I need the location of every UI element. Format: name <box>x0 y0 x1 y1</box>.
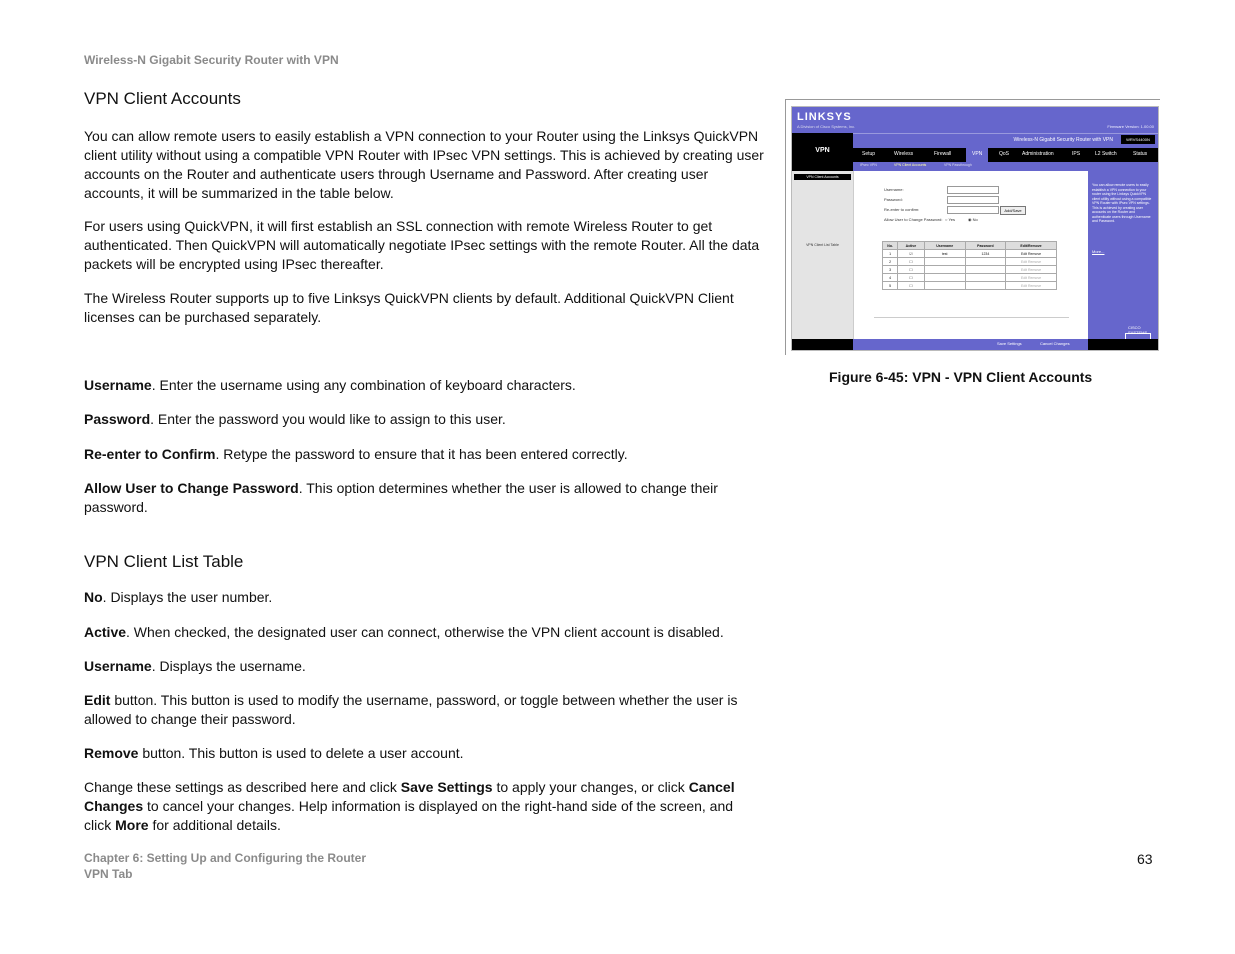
remove-button[interactable]: Remove <box>1028 259 1042 264</box>
row-username <box>924 274 965 282</box>
cisco-wordmark: CISCO SYSTEMS <box>1128 325 1148 335</box>
remove-button[interactable]: Remove <box>1028 251 1042 256</box>
row-username: test <box>924 250 965 258</box>
row-actions <box>1006 250 1057 258</box>
username-label: Username: <box>884 187 904 192</box>
subtab-vpn-client-accounts[interactable]: VPN Client Accounts <box>894 163 927 167</box>
cancel-changes-button[interactable]: Cancel Changes <box>1040 341 1070 346</box>
username-input[interactable] <box>947 186 999 194</box>
col-no: No. <box>883 242 898 250</box>
row-password <box>965 266 1005 274</box>
tab-vpn[interactable]: VPN <box>972 151 983 157</box>
row-no: 5 <box>883 282 898 290</box>
product-name: Wireless-N Gigabit Security Router with VPN <box>1013 137 1113 143</box>
figure-caption: Figure 6-45: VPN - VPN Client Accounts <box>829 369 1093 385</box>
row-password <box>965 274 1005 282</box>
router-screenshot <box>791 106 1159 351</box>
quickvpn-paragraph: For users using QuickVPN, it will first establish an SSL connection with remote Wireless Router to get authenticated. Then QuickVPN will automatically negotiate IPsec settings with the remote Router. All the data packets will be encrypted using IPsec thereafter. <box>84 218 760 272</box>
help-text: You can allow remote users to easily establish a VPN connection to your router using the Linksys QuickVPN client utility without using a compatible VPN Router with IPsec VPN settings. This is achieved by creating user accounts on the Router and authenticate users through Username and Password. <box>1092 183 1152 223</box>
row-password <box>965 282 1005 290</box>
row-no: 3 <box>883 266 898 274</box>
item-active: Active. When checked, the designated user can connect, otherwise the VPN client account is disabled. <box>84 624 724 640</box>
field-allow-change: Allow User to Change Password. This option determines whether the user is allowed to change their password. <box>84 480 718 515</box>
active-checkbox[interactable]: ☐ <box>898 266 924 274</box>
row-no: 2 <box>883 258 898 266</box>
intro-paragraph: You can allow remote users to easily establish a VPN connection to your Router using the Linksys QuickVPN client utility without using a compatible VPN Router with IPsec VPN settings. This is achieved by creating user accounts on the Router and authenticate users through Username and Password. After creating user accounts, it will be summarized in the table below. <box>84 128 764 201</box>
tab-wireless[interactable]: Wireless <box>894 151 914 157</box>
active-checkbox[interactable]: ☐ <box>898 282 924 290</box>
row-no: 4 <box>883 274 898 282</box>
row-password <box>965 258 1005 266</box>
section-heading-client-list: VPN Client List Table <box>84 552 244 571</box>
row-username <box>924 258 965 266</box>
closing-paragraph: Change these settings as described here and click Save Settings to apply your changes, or click Cancel Changes to cancel your changes. Help information is displayed on the right-hand side of the screen, and click More for additional details. <box>84 779 735 833</box>
field-reenter: Re-enter to Confirm. Retype the password to ensure that it has been entered correctly. <box>84 446 628 462</box>
side-label: VPN Client List Table <box>806 243 839 247</box>
row-password: 1234 <box>965 250 1005 258</box>
edit-button[interactable]: Edit <box>1020 283 1028 288</box>
edit-button[interactable]: Edit <box>1020 251 1028 256</box>
allow-no-radio[interactable]: ◉ No <box>968 217 978 222</box>
active-checkbox[interactable]: ☐ <box>898 274 924 282</box>
save-settings-button[interactable]: Save Settings <box>997 341 1022 346</box>
license-paragraph: The Wireless Router supports up to five Linksys QuickVPN clients by default. Additional QuickVPN Client licenses can be purchased separately. <box>84 290 734 325</box>
table-row <box>883 250 1057 258</box>
allow-yes-radio[interactable]: ○ Yes <box>945 217 955 222</box>
password-input[interactable] <box>947 196 999 204</box>
table-row <box>883 282 1057 290</box>
table-row <box>883 274 1057 282</box>
remove-button[interactable]: Remove <box>1028 283 1042 288</box>
section-heading-vpn-client-accounts: VPN Client Accounts <box>84 89 241 108</box>
table-header-row <box>883 242 1057 250</box>
tab-l2-switch[interactable]: L2 Switch <box>1095 151 1117 157</box>
item-edit: Edit button. This button is used to modify the username, password, or toggle between whether the user is allowed to change their password. <box>84 692 738 727</box>
running-header: Wireless-N Gigabit Security Router with VPN <box>84 53 339 67</box>
edit-button[interactable]: Edit <box>1020 275 1028 280</box>
brand-subtitle: A Division of Cisco Systems, Inc. <box>797 124 856 129</box>
remove-button[interactable]: Remove <box>1028 267 1042 272</box>
password-label: Password: <box>884 197 903 202</box>
divider <box>874 317 1069 318</box>
side-column <box>792 171 853 339</box>
subtab-ipsec-vpn[interactable]: IPsec VPN <box>860 163 877 167</box>
reenter-label: Re-enter to confirm: <box>884 207 920 212</box>
vpn-client-list-table <box>882 241 1057 290</box>
tab-ips[interactable]: IPS <box>1072 151 1081 157</box>
section-label: VPN <box>815 147 830 154</box>
field-password: Password. Enter the password you would like to assign to this user. <box>84 411 506 427</box>
tab-firewall[interactable]: Firewall <box>934 151 952 157</box>
reenter-input[interactable] <box>947 206 999 214</box>
col-username: Username <box>924 242 965 250</box>
col-edit-remove: Edit/Remove <box>1006 242 1057 250</box>
footer-tab: VPN Tab <box>84 867 133 881</box>
tab-setup[interactable]: Setup <box>862 151 876 157</box>
item-username: Username. Displays the username. <box>84 658 306 674</box>
edit-button[interactable]: Edit <box>1020 259 1028 264</box>
linksys-logo: LINKSYS <box>797 111 852 123</box>
figure-frame <box>785 99 1160 355</box>
add-client-button[interactable]: Add/Save <box>1000 206 1026 215</box>
remove-button[interactable]: Remove <box>1028 275 1042 280</box>
table-row <box>883 258 1057 266</box>
model-badge: WRVS4400N <box>1121 135 1155 144</box>
subtab-vpn-passthrough[interactable]: VPN Passthrough <box>944 163 972 167</box>
footer-chapter: Chapter 6: Setting Up and Configuring the Router <box>84 851 366 865</box>
row-actions <box>1006 274 1057 282</box>
row-username <box>924 282 965 290</box>
tab-qos[interactable]: QoS <box>999 151 1010 157</box>
firmware-version: Firmware Version: 1.00.00 <box>1107 124 1154 129</box>
side-header: VPN Client Accounts <box>794 174 851 180</box>
row-actions <box>1006 266 1057 274</box>
tab-administration[interactable]: Administration <box>1022 151 1054 157</box>
allow-change-label: Allow User to Change Password: <box>884 217 943 222</box>
row-actions <box>1006 282 1057 290</box>
row-no: 1 <box>883 250 898 258</box>
edit-button[interactable]: Edit <box>1020 267 1028 272</box>
table-row <box>883 266 1057 274</box>
more-link[interactable]: More... <box>1092 249 1105 254</box>
col-password: Password <box>965 242 1005 250</box>
active-checkbox[interactable]: ☑ <box>898 250 924 258</box>
col-active: Active <box>898 242 924 250</box>
row-actions <box>1006 258 1057 266</box>
field-username: Username. Enter the username using any combination of keyboard characters. <box>84 377 576 393</box>
item-remove: Remove button. This button is used to delete a user account. <box>84 745 464 761</box>
row-username <box>924 266 965 274</box>
tab-status[interactable]: Status <box>1133 151 1148 157</box>
page-number: 63 <box>1137 851 1153 867</box>
item-no: No. Displays the user number. <box>84 589 273 605</box>
active-checkbox[interactable]: ☐ <box>898 258 924 266</box>
